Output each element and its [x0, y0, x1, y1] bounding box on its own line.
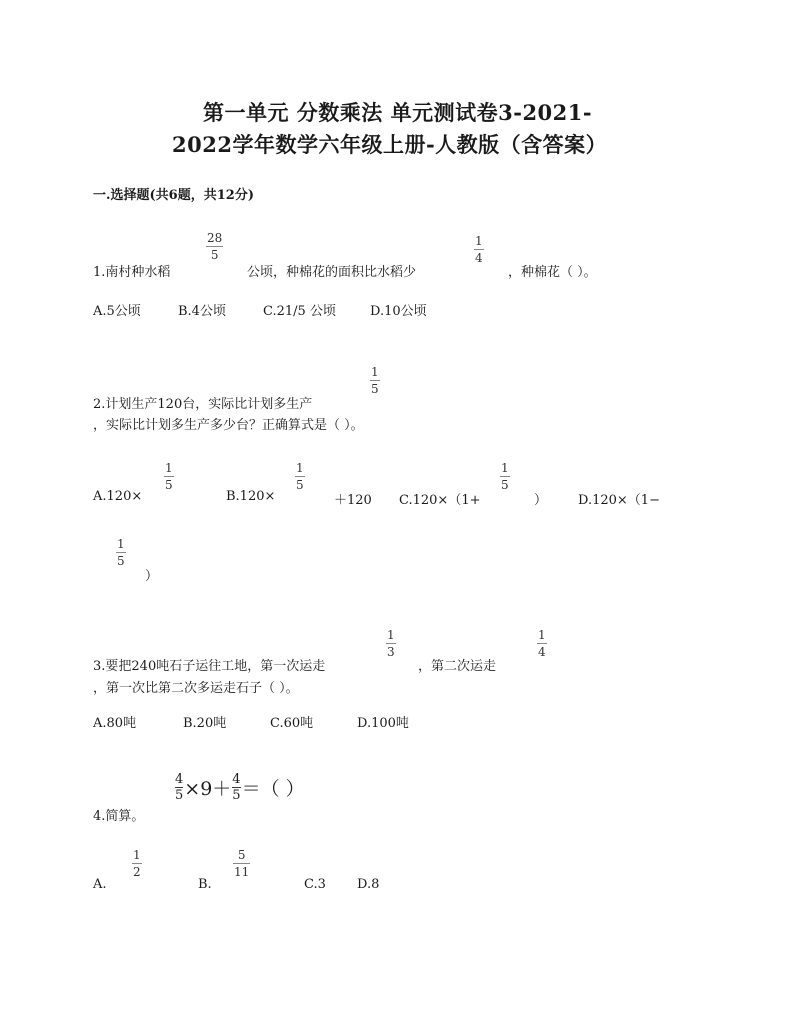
q1-option-d: D.10公顷: [370, 304, 427, 319]
q3-option-c: C.60吨: [270, 716, 314, 731]
q2-option-c-tail: ）: [534, 493, 548, 508]
q3-option-d: D.100吨: [357, 716, 409, 731]
q1-option-c: C.21/5 公顷: [263, 304, 336, 319]
q4-option-a-fraction: 1 2: [133, 848, 141, 879]
q2-option-a: A.120×: [93, 489, 143, 504]
q1-text-a: 1.南村种水稻: [93, 265, 171, 280]
q4-expr-middle: ×9＋: [184, 778, 232, 800]
q4-option-a: A.: [93, 877, 107, 892]
q2-option-b: B.120×: [226, 489, 276, 504]
q4-expr-fraction-2: 4 5: [232, 772, 241, 803]
q4-option-b: B.: [198, 877, 212, 892]
title-line-2: 2022学年数学六年级上册-人教版（含答案）: [172, 132, 608, 157]
q4-label: 4.简算。: [93, 809, 145, 824]
q4-option-c: C.3: [304, 877, 326, 892]
q3-fraction-b: 1 4: [538, 628, 546, 659]
q2-option-d-tail: ）: [145, 569, 159, 584]
q2-option-b-tail: ＋120: [334, 493, 372, 508]
q1-option-a: A.5公顷: [93, 304, 141, 319]
q3-fraction-a: 1 3: [387, 628, 395, 659]
q1-fraction-a: 28 5: [207, 231, 223, 262]
q2-option-c-fraction: 1 5: [501, 461, 509, 492]
q2-option-c: C.120×（1+: [399, 493, 481, 508]
q3-line-2: ，第一次比第二次多运走石子（ ）。: [93, 681, 299, 696]
q1-text-c: ，种棉花（ ）。: [508, 265, 597, 280]
q4-expr-tail: ＝（ ）: [241, 778, 305, 800]
q3-option-b: B.20吨: [183, 716, 227, 731]
q2-fraction: 1 5: [371, 365, 379, 396]
q1-option-b: B.4公顷: [178, 304, 226, 319]
q1-fraction-b: 1 4: [475, 234, 483, 265]
title-line-1: 第一单元 分数乘法 单元测试卷3-2021-: [203, 100, 593, 125]
q4-expression: [174, 773, 305, 802]
section-heading: 一.选择题(共6题，共12分): [93, 188, 254, 203]
q3-text-b: ，第二次运走: [418, 659, 497, 674]
q3-option-a: A.80吨: [93, 716, 137, 731]
q3-text-a: 3.要把240吨石子运往工地，第一次运走: [93, 659, 326, 674]
q4-option-b-fraction: 5 11: [234, 848, 250, 879]
q2-line-1: 2.计划生产120台，实际比计划多生产: [93, 397, 313, 412]
q2-option-b-fraction: 1 5: [296, 461, 304, 492]
q4-option-d: D.8: [357, 877, 380, 892]
q2-option-a-fraction: 1 5: [165, 461, 173, 492]
q4-expr-fraction-1: 4 5: [175, 772, 184, 803]
q2-line-2: ，实际比计划多生产多少台？正确算式是（ ）。: [93, 418, 364, 433]
q2-option-d-fraction: 1 5: [117, 537, 125, 568]
q2-option-d: D.120×（1−: [578, 493, 660, 508]
q1-text-b: 公顷，种棉花的面积比水稻少: [247, 265, 417, 280]
